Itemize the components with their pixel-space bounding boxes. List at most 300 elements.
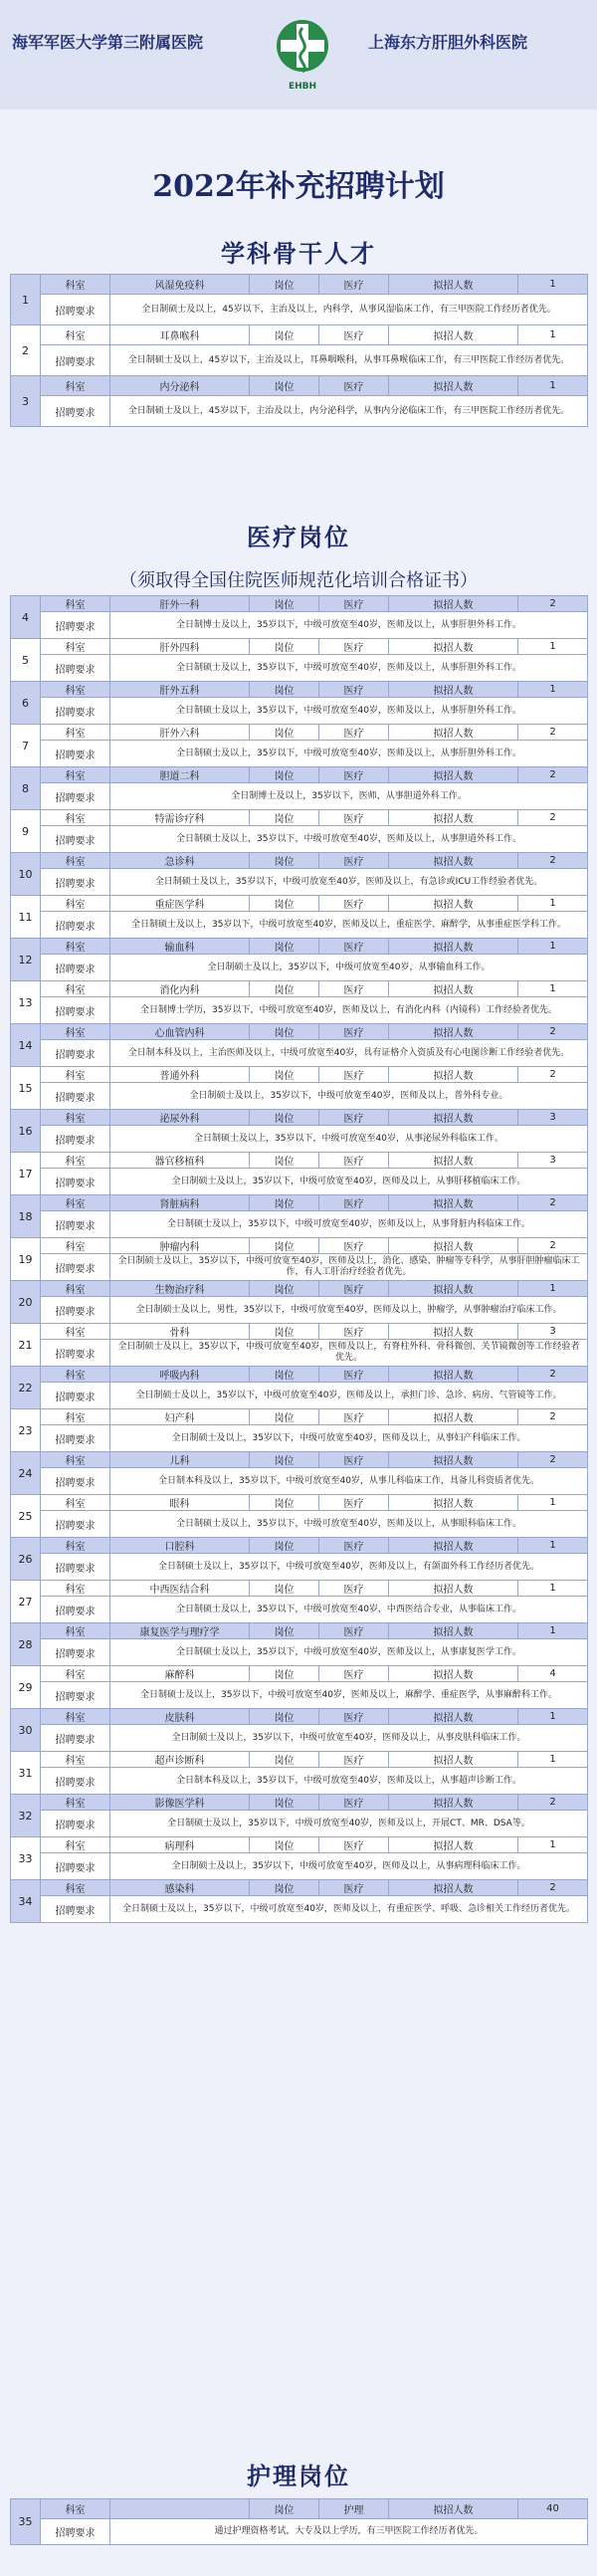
row-number: 7 [11, 725, 41, 767]
dept-label: 科室 [41, 1281, 110, 1297]
table-row-requirements [11, 1597, 588, 1623]
count-label: 拟招人数 [389, 896, 518, 912]
req-label: 招聘要求 [41, 1425, 110, 1452]
row-number: 13 [11, 981, 41, 1024]
table-row-requirements [11, 1169, 588, 1195]
dept-name: 输血科 [110, 939, 250, 955]
dept-label: 科室 [41, 1709, 110, 1725]
requirements-text: 全日制硕士及以上，35岁以下，中级可放宽至40岁，医师及以上，麻醉学、重症医学，从事麻醉科工作。 [110, 1682, 588, 1709]
count-label: 拟招人数 [389, 682, 518, 698]
table-row-requirements [11, 1682, 588, 1709]
requirements-text: 全日制硕士及以上，35岁以下，中级可放宽至40岁，医师及以上，有重症医学、呼吸、急诊相关工作经历者优先。 [110, 1896, 588, 1923]
requirements-text: 全日制本科及以上，35岁以下，中级可放宽至40岁，从事儿科临床工作，具备儿科资质者优先。 [110, 1468, 588, 1495]
dept-label: 科室 [41, 1795, 110, 1811]
table-row-requirements [11, 1554, 588, 1581]
table-row [11, 1752, 588, 1768]
table-row-requirements [11, 1383, 588, 1409]
requirements-text: 全日制博士学历，35岁以下，中级可放宽至40岁，医师及以上，有消化内科（内镜科）工作经验者优先。 [110, 997, 588, 1024]
position-label: 岗位 [250, 596, 319, 612]
position-value: 医疗 [319, 1024, 389, 1040]
position-value: 医疗 [319, 1238, 389, 1254]
position-label: 岗位 [250, 1281, 319, 1297]
requirements-text: 全日制硕士及以上，35岁以下，中级可放宽至40岁，医师及以上，有脊柱外科、骨科微创、关节镜微创等工作经验者优先。 [110, 1340, 588, 1367]
section-subtitle: （须取得全国住院医师规范化培训合格证书） [119, 570, 478, 591]
table-row [11, 1067, 588, 1083]
dept-label: 科室 [41, 1452, 110, 1468]
dept-name: 儿科 [110, 1452, 250, 1468]
position-value: 医疗 [319, 767, 389, 783]
position-value: 医疗 [319, 1795, 389, 1811]
count-label: 拟招人数 [389, 1495, 518, 1511]
req-label: 招聘要求 [41, 1169, 110, 1195]
table-row [11, 1281, 588, 1297]
req-label: 招聘要求 [41, 1083, 110, 1110]
section-heading: 医疗岗位 [247, 523, 350, 551]
position-label: 岗位 [250, 1837, 319, 1853]
hospital-name-left: 海军军医大学第三附属医院 [12, 33, 204, 52]
count-label: 拟招人数 [389, 639, 518, 655]
dept-name: 呼吸内科 [110, 1367, 250, 1383]
table-row [11, 1880, 588, 1896]
count-value: 1 [518, 1752, 588, 1768]
req-label: 招聘要求 [41, 1768, 110, 1795]
table-row-requirements [11, 741, 588, 767]
req-label: 招聘要求 [41, 612, 110, 639]
position-label: 岗位 [250, 981, 319, 997]
count-value: 2 [518, 1024, 588, 1040]
count-label: 拟招人数 [389, 1581, 518, 1597]
requirements-text: 全日制硕士及以上，35岁以下，中级可放宽至40岁，医师及以上，从事肾脏内科临床工作。 [110, 1211, 588, 1238]
table-row-requirements [11, 826, 588, 853]
position-label: 岗位 [250, 639, 319, 655]
count-value: 1 [518, 682, 588, 698]
count-value: 1 [518, 981, 588, 997]
table-row [11, 1452, 588, 1468]
position-value: 医疗 [319, 596, 389, 612]
dept-name: 肿瘤内科 [110, 1238, 250, 1254]
dept-name: 生物治疗科 [110, 1281, 250, 1297]
position-value: 医疗 [319, 1281, 389, 1297]
count-label: 拟招人数 [389, 1195, 518, 1211]
position-value: 医疗 [319, 981, 389, 997]
position-value: 医疗 [319, 1153, 389, 1169]
count-label: 拟招人数 [389, 1067, 518, 1083]
table-row [11, 1538, 588, 1554]
requirements-text: 全日制硕士及以上，35岁以下，中级可放宽至40岁，从事泌尿外科临床工作。 [110, 1126, 588, 1153]
count-label: 拟招人数 [389, 1837, 518, 1853]
dept-label: 科室 [41, 1409, 110, 1425]
count-value: 2 [518, 1880, 588, 1896]
requirements-text: 全日制硕士及以上，35岁以下，中级可放宽至40岁，医师及以上，从事肝胆外科工作。 [110, 698, 588, 725]
count-value: 1 [518, 325, 588, 345]
dept-label: 科室 [41, 376, 110, 396]
position-label: 岗位 [250, 1452, 319, 1468]
requirements-text: 全日制硕士及以上，男性，35岁以下，中级可放宽至40岁，医师及以上，肿瘤学，从事肿瘤治疗临床工作。 [110, 1297, 588, 1324]
dept-label: 科室 [41, 767, 110, 783]
dept-name: 口腔科 [110, 1538, 250, 1554]
req-label: 招聘要求 [41, 955, 110, 981]
req-label: 招聘要求 [41, 1725, 110, 1752]
requirements-text: 全日制硕士及以上，35岁以下，中级可放宽至40岁，医师及以上，有急诊或ICU工作经验者优先。 [110, 869, 588, 896]
position-label: 岗位 [250, 376, 319, 396]
table-row-requirements [11, 1725, 588, 1752]
dept-name: 胆道二科 [110, 767, 250, 783]
hospital-name-right: 上海东方肝胆外科医院 [368, 33, 528, 52]
req-label: 招聘要求 [41, 783, 110, 810]
table-row [11, 682, 588, 698]
page-title: 2022年补充招聘计划 [152, 169, 445, 204]
count-value: 1 [518, 275, 588, 295]
table-row-requirements [11, 612, 588, 639]
req-label: 招聘要求 [41, 826, 110, 853]
section-title-core-talent [0, 234, 597, 269]
count-label: 拟招人数 [389, 1238, 518, 1254]
dept-name: 内分泌科 [110, 376, 250, 396]
dept-name: 肝外六科 [110, 725, 250, 741]
table-row-requirements [11, 345, 588, 376]
requirements-text: 全日制硕士及以上，45岁以下，主治及以上，内科学，从事风湿临床工作，有三甲医院工作经历者优先。 [110, 295, 588, 325]
row-number: 28 [11, 1623, 41, 1666]
dept-label: 科室 [41, 1067, 110, 1083]
table-row [11, 981, 588, 997]
section-heading: 学科骨干人才 [221, 239, 376, 268]
table-row [11, 376, 588, 396]
requirements-text: 全日制硕士及以上，35岁以下，中级可放宽至40岁，医师及以上，从事妇产科临床工作。 [110, 1425, 588, 1452]
dept-label: 科室 [41, 1367, 110, 1383]
dept-label: 科室 [41, 1581, 110, 1597]
table-row [11, 639, 588, 655]
dept-label: 科室 [41, 1880, 110, 1896]
table-row-requirements [11, 1425, 588, 1452]
position-value: 医疗 [319, 1110, 389, 1126]
req-label: 招聘要求 [41, 1511, 110, 1538]
requirements-text: 全日制硕士及以上，35岁以下，中级可放宽至40岁，医师及以上，从事肝移植临床工作。 [110, 1169, 588, 1195]
dept-label: 科室 [41, 2499, 110, 2519]
position-value: 医疗 [319, 725, 389, 741]
req-label: 招聘要求 [41, 1383, 110, 1409]
table-row [11, 896, 588, 912]
position-label: 岗位 [250, 1067, 319, 1083]
count-value: 4 [518, 1666, 588, 1682]
table-row [11, 853, 588, 869]
position-value: 医疗 [319, 325, 389, 345]
requirements-text: 全日制硕士及以上，35岁以下，中级可放宽至40岁，医师及以上，从事皮肤科临床工作。 [110, 1725, 588, 1752]
count-value: 40 [518, 2499, 588, 2519]
count-label: 拟招人数 [389, 1409, 518, 1425]
table-row [11, 325, 588, 345]
count-label: 拟招人数 [389, 1367, 518, 1383]
dept-label: 科室 [41, 1495, 110, 1511]
dept-label: 科室 [41, 1666, 110, 1682]
count-value: 2 [518, 1195, 588, 1211]
count-label: 拟招人数 [389, 1752, 518, 1768]
table-row [11, 1581, 588, 1597]
table-row-requirements [11, 698, 588, 725]
table-row [11, 596, 588, 612]
table-row [11, 810, 588, 826]
dept-label: 科室 [41, 1752, 110, 1768]
dept-name: 急诊科 [110, 853, 250, 869]
req-label: 招聘要求 [41, 1597, 110, 1623]
position-label: 岗位 [250, 2499, 319, 2519]
count-label: 拟招人数 [389, 939, 518, 955]
table-row-requirements [11, 912, 588, 939]
row-number: 24 [11, 1452, 41, 1495]
position-label: 岗位 [250, 682, 319, 698]
table-row-requirements [11, 1254, 588, 1281]
dept-name [110, 2499, 250, 2519]
table-row [11, 1495, 588, 1511]
position-value: 医疗 [319, 1409, 389, 1425]
position-label: 岗位 [250, 1666, 319, 1682]
requirements-text: 全日制硕士及以上，35岁以下，中级可放宽至40岁，医师及以上，从事眼科临床工作。 [110, 1511, 588, 1538]
count-value: 1 [518, 1495, 588, 1511]
req-label: 招聘要求 [41, 1853, 110, 1880]
medical-positions-table [10, 595, 588, 1923]
dept-label: 科室 [41, 1024, 110, 1040]
position-value: 医疗 [319, 896, 389, 912]
count-label: 拟招人数 [389, 1281, 518, 1297]
count-label: 拟招人数 [389, 1880, 518, 1896]
position-label: 岗位 [250, 1409, 319, 1425]
row-number: 27 [11, 1581, 41, 1623]
count-value: 2 [518, 1452, 588, 1468]
count-label: 拟招人数 [389, 1110, 518, 1126]
position-value: 医疗 [319, 639, 389, 655]
table-row-requirements [11, 1896, 588, 1923]
req-label: 招聘要求 [41, 1040, 110, 1067]
core-talent-table [10, 274, 588, 427]
row-number: 19 [11, 1238, 41, 1281]
req-label: 招聘要求 [41, 1468, 110, 1495]
table-row-requirements [11, 295, 588, 325]
dept-label: 科室 [41, 1623, 110, 1639]
row-number: 34 [11, 1880, 41, 1923]
requirements-text: 全日制硕士及以上，35岁以下，中级可放宽至40岁，医师及以上，从事肝胆外科工作。 [110, 655, 588, 682]
row-number: 25 [11, 1495, 41, 1538]
position-value: 医疗 [319, 1195, 389, 1211]
requirements-text: 全日制硕士及以上，35岁以下，中级可放宽至40岁，医师及以上，承担门诊、急诊、病房、气管镜等工作。 [110, 1383, 588, 1409]
position-label: 岗位 [250, 810, 319, 826]
row-number: 31 [11, 1752, 41, 1795]
table-row-requirements [11, 396, 588, 427]
position-value: 医疗 [319, 1538, 389, 1554]
position-value: 医疗 [319, 1837, 389, 1853]
position-value: 医疗 [319, 1880, 389, 1896]
dept-name: 康复医学与理疗学 [110, 1623, 250, 1639]
position-label: 岗位 [250, 1324, 319, 1340]
row-number: 29 [11, 1666, 41, 1709]
row-number: 15 [11, 1067, 41, 1110]
dept-name: 肝外五科 [110, 682, 250, 698]
position-value: 护理 [319, 2499, 389, 2519]
count-value: 2 [518, 725, 588, 741]
dept-label: 科室 [41, 1324, 110, 1340]
dept-name: 心血管内科 [110, 1024, 250, 1040]
position-label: 岗位 [250, 325, 319, 345]
requirements-text: 全日制博士及以上，35岁以下，医师，从事胆道外科工作。 [110, 783, 588, 810]
dept-name: 特需诊疗科 [110, 810, 250, 826]
position-value: 医疗 [319, 1581, 389, 1597]
position-label: 岗位 [250, 1367, 319, 1383]
dept-name: 麻醉科 [110, 1666, 250, 1682]
count-value: 1 [518, 639, 588, 655]
count-label: 拟招人数 [389, 376, 518, 396]
count-label: 拟招人数 [389, 1324, 518, 1340]
dept-label: 科室 [41, 1538, 110, 1554]
count-label: 拟招人数 [389, 725, 518, 741]
requirements-text: 全日制硕士及以上，35岁以下，中级可放宽至40岁，医师及以上，从事肝胆外科工作。 [110, 741, 588, 767]
requirements-text: 全日制硕士及以上，35岁以下，中级可放宽至40岁，医师及以上，开展CT、MR、DSA等。 [110, 1811, 588, 1837]
dept-name: 消化内科 [110, 981, 250, 997]
table-row-requirements [11, 783, 588, 810]
position-value: 医疗 [319, 1623, 389, 1639]
position-label: 岗位 [250, 1238, 319, 1254]
requirements-text: 全日制硕士及以上，35岁以下，中级可放宽至40岁，医师及以上，从事康复医学工作。 [110, 1639, 588, 1666]
row-number: 12 [11, 939, 41, 981]
count-value: 1 [518, 939, 588, 955]
table-row [11, 275, 588, 295]
req-label: 招聘要求 [41, 1211, 110, 1238]
requirements-text: 全日制本科及以上，35岁以下，中级可放宽至40岁，医师及以上，从事超声诊断工作。 [110, 1768, 588, 1795]
requirements-text: 全日制硕士及以上，35岁以下，中级可放宽至40岁，医师及以上，普外科专业。 [110, 1083, 588, 1110]
table-row-requirements [11, 955, 588, 981]
count-value: 1 [518, 1581, 588, 1597]
req-label: 招聘要求 [41, 2519, 110, 2545]
table-row [11, 1623, 588, 1639]
dept-label: 科室 [41, 725, 110, 741]
dept-name: 耳鼻喉科 [110, 325, 250, 345]
dept-label: 科室 [41, 1837, 110, 1853]
dept-label: 科室 [41, 596, 110, 612]
table-row [11, 1153, 588, 1169]
row-number: 20 [11, 1281, 41, 1324]
requirements-text: 全日制硕士及以上，35岁以下，中级可放宽至40岁，中西医结合专业，从事临床工作。 [110, 1597, 588, 1623]
dept-label: 科室 [41, 853, 110, 869]
table-row [11, 1110, 588, 1126]
position-label: 岗位 [250, 1795, 319, 1811]
row-number: 26 [11, 1538, 41, 1581]
position-label: 岗位 [250, 275, 319, 295]
count-value: 1 [518, 1623, 588, 1639]
position-label: 岗位 [250, 1623, 319, 1639]
row-number: 33 [11, 1837, 41, 1880]
count-value: 2 [518, 596, 588, 612]
table-row [11, 1367, 588, 1383]
count-value: 2 [518, 1795, 588, 1811]
requirements-text: 全日制博士及以上，35岁以下，中级可放宽至40岁，医师及以上，从事肝胆外科工作。 [110, 612, 588, 639]
dept-name: 病理科 [110, 1837, 250, 1853]
count-value: 2 [518, 1367, 588, 1383]
table-row-requirements [11, 2519, 588, 2545]
req-label: 招聘要求 [41, 1682, 110, 1709]
count-label: 拟招人数 [389, 1795, 518, 1811]
position-label: 岗位 [250, 1752, 319, 1768]
section-title-medical [0, 518, 597, 592]
requirements-text: 全日制硕士及以上，35岁以下，中级可放宽至40岁，医师及以上，从事胆道外科工作。 [110, 826, 588, 853]
table-row [11, 767, 588, 783]
dept-label: 科室 [41, 275, 110, 295]
count-value: 3 [518, 1153, 588, 1169]
count-label: 拟招人数 [389, 1623, 518, 1639]
count-value: 2 [518, 1409, 588, 1425]
position-label: 岗位 [250, 1495, 319, 1511]
position-label: 岗位 [250, 1538, 319, 1554]
req-label: 招聘要求 [41, 997, 110, 1024]
row-number: 3 [11, 376, 41, 427]
position-value: 医疗 [319, 939, 389, 955]
count-label: 拟招人数 [389, 596, 518, 612]
count-value: 2 [518, 767, 588, 783]
table-row-requirements [11, 869, 588, 896]
position-label: 岗位 [250, 939, 319, 955]
position-value: 医疗 [319, 1324, 389, 1340]
count-value: 2 [518, 853, 588, 869]
row-number: 18 [11, 1195, 41, 1238]
requirements-text: 全日制硕士及以上，35岁以下，中级可放宽至40岁，医师及以上，消化、感染、肿瘤等专科学，从事肝胆肿瘤临床工作，有人工肝治疗经验者优先。 [110, 1254, 588, 1281]
dept-name: 骨科 [110, 1324, 250, 1340]
count-value: 1 [518, 896, 588, 912]
count-value: 1 [518, 1538, 588, 1554]
req-label: 招聘要求 [41, 1639, 110, 1666]
count-label: 拟招人数 [389, 1024, 518, 1040]
req-label: 招聘要求 [41, 741, 110, 767]
table-row-requirements [11, 1468, 588, 1495]
requirements-text: 全日制本科及以上，主治医师及以上，中级可放宽至40岁，具有证格介入资质及有心电图诊断工作经验者优先。 [110, 1040, 588, 1067]
dept-name: 普通外科 [110, 1067, 250, 1083]
table-row-requirements [11, 1126, 588, 1153]
position-value: 医疗 [319, 1367, 389, 1383]
section-title-nursing [0, 2457, 597, 2491]
req-label: 招聘要求 [41, 1896, 110, 1923]
dept-label: 科室 [41, 1238, 110, 1254]
req-label: 招聘要求 [41, 1811, 110, 1837]
count-value: 3 [518, 1110, 588, 1126]
header-banner [0, 0, 597, 109]
count-label: 拟招人数 [389, 767, 518, 783]
dept-label: 科室 [41, 325, 110, 345]
row-number: 9 [11, 810, 41, 853]
position-value: 医疗 [319, 853, 389, 869]
row-number: 23 [11, 1409, 41, 1452]
row-number: 22 [11, 1367, 41, 1409]
count-label: 拟招人数 [389, 981, 518, 997]
position-label: 岗位 [250, 1880, 319, 1896]
dept-label: 科室 [41, 1153, 110, 1169]
req-label: 招聘要求 [41, 912, 110, 939]
table-row [11, 1024, 588, 1040]
dept-name: 肾脏病科 [110, 1195, 250, 1211]
logo-text: EHBH [288, 82, 317, 92]
count-value: 2 [518, 810, 588, 826]
dept-name: 器官移植科 [110, 1153, 250, 1169]
position-label: 岗位 [250, 767, 319, 783]
position-value: 医疗 [319, 1452, 389, 1468]
table-row-requirements [11, 655, 588, 682]
table-row-requirements [11, 1853, 588, 1880]
req-label: 招聘要求 [41, 1340, 110, 1367]
table-row-requirements [11, 1639, 588, 1666]
table-row-requirements [11, 1297, 588, 1324]
position-value: 医疗 [319, 810, 389, 826]
count-label: 拟招人数 [389, 1709, 518, 1725]
table-row [11, 1409, 588, 1425]
dept-name: 重症医学科 [110, 896, 250, 912]
requirements-text: 全日制硕士及以上，35岁以下，中级可放宽至40岁，医师及以上，重症医学、麻醉学，从事重症医学科工作。 [110, 912, 588, 939]
row-number: 8 [11, 767, 41, 810]
table-row [11, 725, 588, 741]
dept-name: 皮肤科 [110, 1709, 250, 1725]
